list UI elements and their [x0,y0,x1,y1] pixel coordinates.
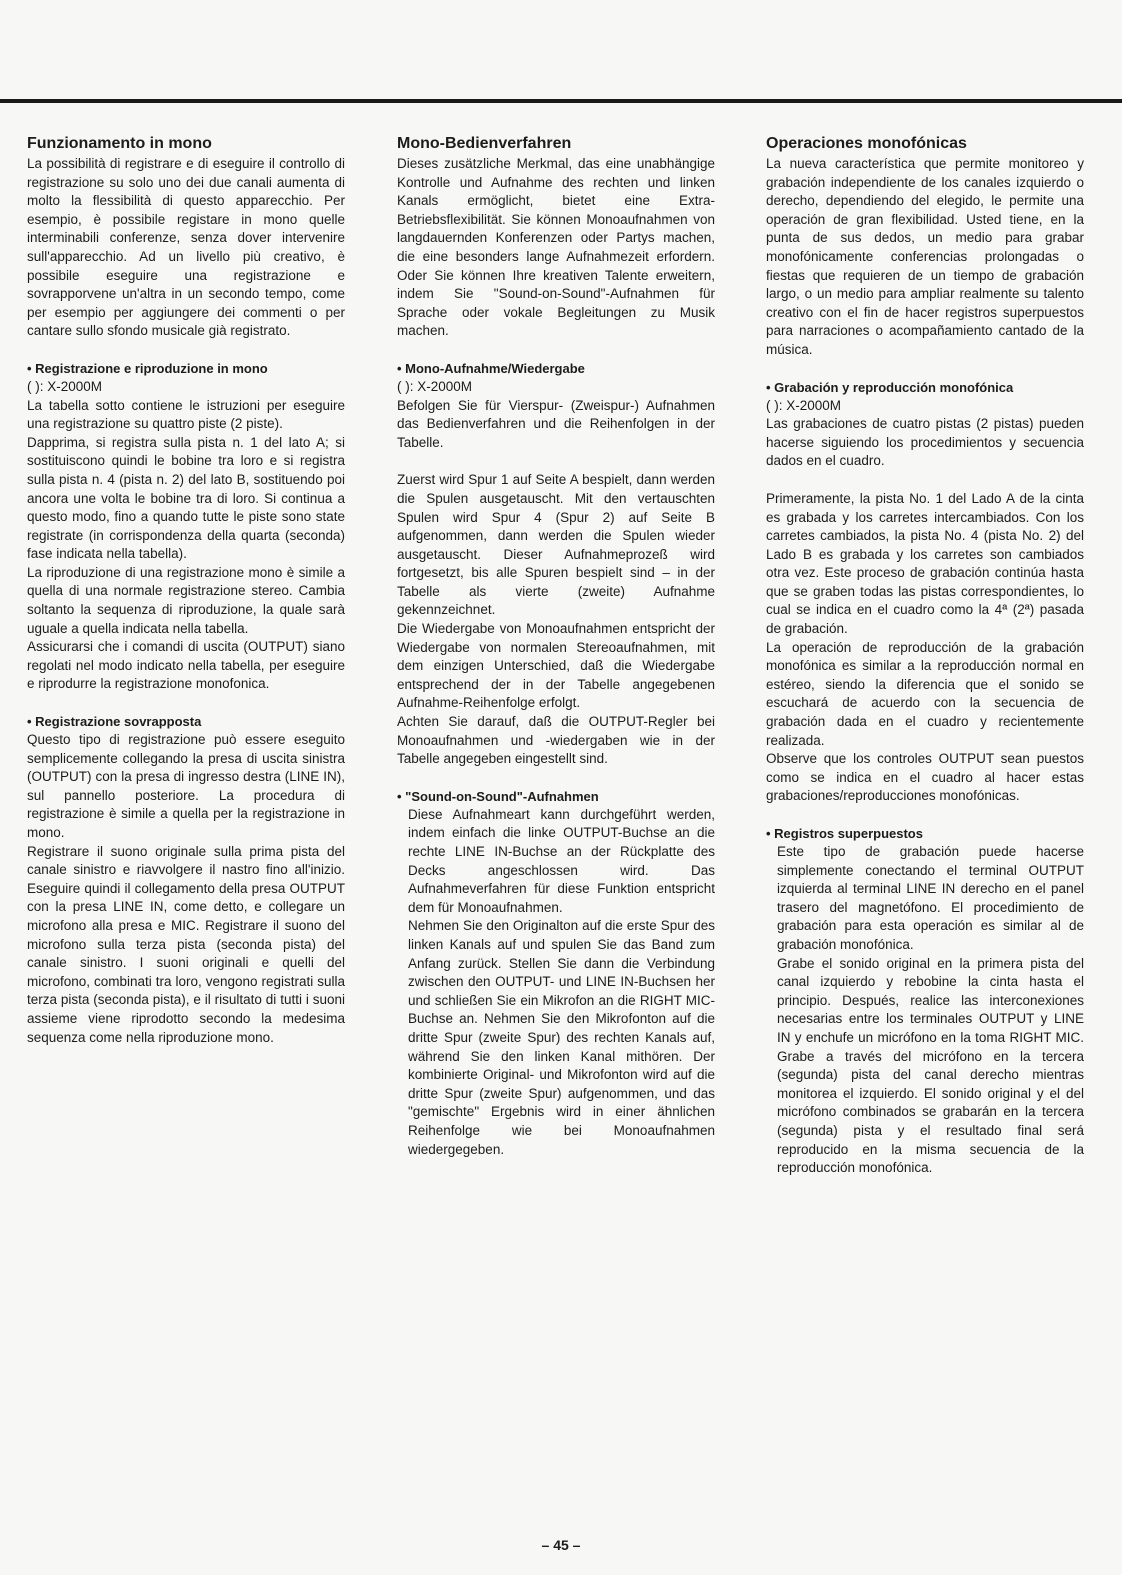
heading-spanish: Operaciones monofónicas [766,135,967,152]
paragraph: Die Wiedergabe von Monoaufnahmen entspricht der Wiedergabe von normalen Stereoaufnahmen, mit dem einzigen Unterschied, daß die Wiedergabe entsprechend der in der Tabelle angegebenen Aufnahme-Reihenfolge erfolgt. [397,621,715,711]
intro-spanish: La nueva característica que permite monitoreo y grabación independiente de los canales izquierdo o derecho, dependiendo del elegido, le permite una operación de gran flexibilidad. Usted tiene, en la punta de sus dedos, un medio para grabar monofónicamente conferencias prolongadas o fiestas que requieren de un tiempo de grabación largo, o un medio para ampliar realmente su talento creativo con el fin de hacer registros superpuestos para narraciones o acompañamiento cantado de la música. [766,156,1084,357]
heading-german: Mono-Bedienverfahren [397,135,572,152]
section1-title-german: • Mono-Aufnahme/Wiedergabe [397,360,585,376]
top-rule [0,99,1122,103]
paragraph: Befolgen Sie für Vierspur- (Zweispur-) Aufnahmen das Bedienverfahren und die Reihenfolgen in der Tabelle. [397,397,715,450]
column-italian [27,134,345,1047]
intro-italian: La possibilità di registrare e di eseguire il controllo di registrazione su solo uno dei due canali aumenta di molto la flessibilità di questo apparecchio. Per esempio, è possibile registare in mono quelle interminabili conferenze, senza dover intervenire sull'apparecchio. Ad un livello più creativo, è possibile eseguire una registrazione e sovrapporvene un'altra in un secondo tempo, come per esempio per aggiungere dei commenti o per cantare sullo sfondo musicale già registrato. [27,156,345,339]
section2-title-spanish: • Registros superpuestos [766,826,923,841]
paragraph: La operación de reproducción de la grabación monofónica es similar a la reproducción normal en estéreo, siendo la diferencia que el sonido se escuchará de acuerdo con la secuencia de grabación dada en el cuadro y recientemente realizada. [766,639,1084,748]
paragraph: Las grabaciones de cuatro pistas (2 pistas) pueden hacerse siguiendo los procedimientos y secuencia dados en el cuadro. [766,416,1084,469]
paragraph: Diese Aufnahmeart kann durchgeführt werden, indem einfach die linke OUTPUT-Buchse an die rechte LINE IN-Buchse an der Rückplatte des Decks angeschlossen wird. Das Aufnahmeverfahren für diese Funktion entspricht dem für Monoaufnahmen. [408,806,715,915]
section2-title-italian: • Registrazione sovrapposta [27,714,202,730]
paragraph: Nehmen Sie den Originalton auf die erste Spur des linken Kanals auf und spulen Sie das Band zum Anfang zurück. Stellen Sie dann die Verbindung zwischen den OUTPUT- und LINE IN-Buchsen her und schließen Sie ein Mikrofon an die RIGHT MIC-Buchse an. Nehmen Sie den Mikrofonton auf die dritte Spur (zweite Spur) des rechten Kanals auf, während Sie den linken Kanal mithören. Der kombinierte Original- und Mikrofonton wird auf die dritte Spur (zweite Spur) aufgenommen, und das "gemischte" Ergebnis wird in einer ähnlichen Reihenfolge wie bei Monoaufnahmen wiedergegeben. [408,918,715,1157]
paragraph: Registrare il suono originale sulla prima pista del canale sinistro e riavvolgere il nastro fino all'inizio. Eseguire quindi il collegamento della presa OUTPUT con la presa LINE IN, come detto, e collegare un microfono alla presa e MIC. Registrare il suono del microfono sulla terza pista (seconda pista) del canale sinistro. I suoni originali e quelli del microfono, combinati tra loro, vengono registrati sulla terza pista (seconda pista), e il risultato di tutti i suoni assieme viene riprodotto secondo la medesima sequenza come nella riproduzione mono. [27,843,345,1045]
paragraph: La riproduzione di una registrazione mono è simile a quella di una normale registrazione stereo. Cambia soltanto la sequenza di riproduzione, la quale sarà uguale a quella indicata nella tabella. [27,564,345,636]
intro-german: Dieses zusätzliche Merkmal, das eine unabhängige Kontrolle und Aufnahme des rechten und linken Kanals ermöglicht, bietet eine Extra-Betriebsflexibilität. Sie können Monoaufnahmen von langdauernden Konferenzen oder Partys machen, die eine besonders lange Aufnahmezeit erfordern. Oder Sie können Ihre kreativen Talente erweitern, indem Sie "Sound-on-Sound"-Aufnahmen für Sprache oder vokale Begleitungen zu Musik machen. [397,156,715,339]
paragraph: Assicurarsi che i comandi di uscita (OUTPUT) siano regolati nel modo indicato nella tabella, per eseguire e riprodurre la registrazione monofonica. [27,639,345,692]
paragraph: Achten Sie darauf, daß die OUTPUT-Regler bei Monoaufnahmen und -wiedergaben wie in der Tabelle angegeben eingestellt sind. [397,714,715,767]
paragraph: Primeramente, la pista No. 1 del Lado A de la cinta es grabada y los carretes intercambiados. Con los carretes cambiados, la pista No. 4 (pista No. 2) del Lado B es grabada y los carretes son cambiados otra vez. Este proceso de grabación continúa hasta que se graben todas las pistas correspondientes, lo cual se indica en el cuadro como la 4ª (2ª) pasada de grabación. [766,490,1084,637]
paragraph: La tabella sotto contiene le istruzioni per eseguire una registrazione su quattro piste (2 piste). [27,397,345,432]
section2-title-german: • "Sound-on-Sound"-Aufnahmen [397,788,599,804]
paragraph: Grabe el sonido original en la primera pista del canal izquierdo y rebobine la cinta hasta el principio. Después, realice las interconexiones necesarias entre los terminales OUTPUT y LINE IN y enchufe un micrófono en la toma RIGHT MIC. Grabe a través del micrófono en la tercera (segunda) pista del canal derecho mientras monitorea el izquierdo. El sonido original y el del micrófono combinados se grabarán en la tercera (segunda) pista y el resultado final será reproducido en la misma secuencia de la reproducción monofónica. [777,955,1084,1176]
model-label-italian: ( ): X-2000M [27,378,103,394]
column-german [397,134,715,1159]
heading-italian: Funzionamento in mono [27,135,212,152]
paragraph: Observe que los controles OUTPUT sean puestos como se indica en el cuadro al hacer estas grabaciones/reproducciones monofónicas. [766,751,1084,804]
paragraph: Dapprima, si registra sulla pista n. 1 del lato A; si sostituiscono quindi le bobine tra loro e si registra sulla pista n. 4 (pista n. 2) del lato B, sostituendo poi ancora une volta le bobine tra di loro. Si continua a questo modo, fino a quando tutte le piste sono state registrate (in corrispondenza della quarta (seconda) fase indicata nella tabella). [27,434,345,562]
column-spanish [766,134,1084,1178]
paragraph: Zuerst wird Spur 1 auf Seite A bespielt, dann werden die Spulen ausgetauscht. Mit den vertauschten Spulen wird Spur 4 (Spur 2) auf Seite B aufgenommen, dann werden die Spulen wieder ausgetauscht. Dieser Aufnahmeprozeß wird fortgesetzt, bis alle Spuren bespielt sind – in der Tabelle als vierte (zweite) Aufnahme gekennzeichnet. [397,472,715,618]
section1-title-italian: • Registrazione e riproduzione in mono [27,360,268,376]
page-number: – 45 – [541,1537,581,1553]
model-label-german: ( ): X-2000M [397,378,473,394]
model-label-spanish: ( ): X-2000M [766,397,842,413]
paragraph: Questo tipo di registrazione può essere eseguito semplicemente collegando la presa di uscita sinistra (OUTPUT) con la presa di ingresso destra (LINE IN), sul pannello posteriore. La procedura di registrazione è simile a quella per la registrazione in mono. [27,732,345,840]
section1-title-spanish: • Grabación y reproducción monofónica [766,379,1014,395]
paragraph: Este tipo de grabación puede hacerse simplemente conectando el terminal OUTPUT izquierda al terminal LINE IN derecho en el panel trasero del magnetófono. El procedimiento de grabación para esta operación es similar al de grabación monofónica. [777,844,1084,952]
